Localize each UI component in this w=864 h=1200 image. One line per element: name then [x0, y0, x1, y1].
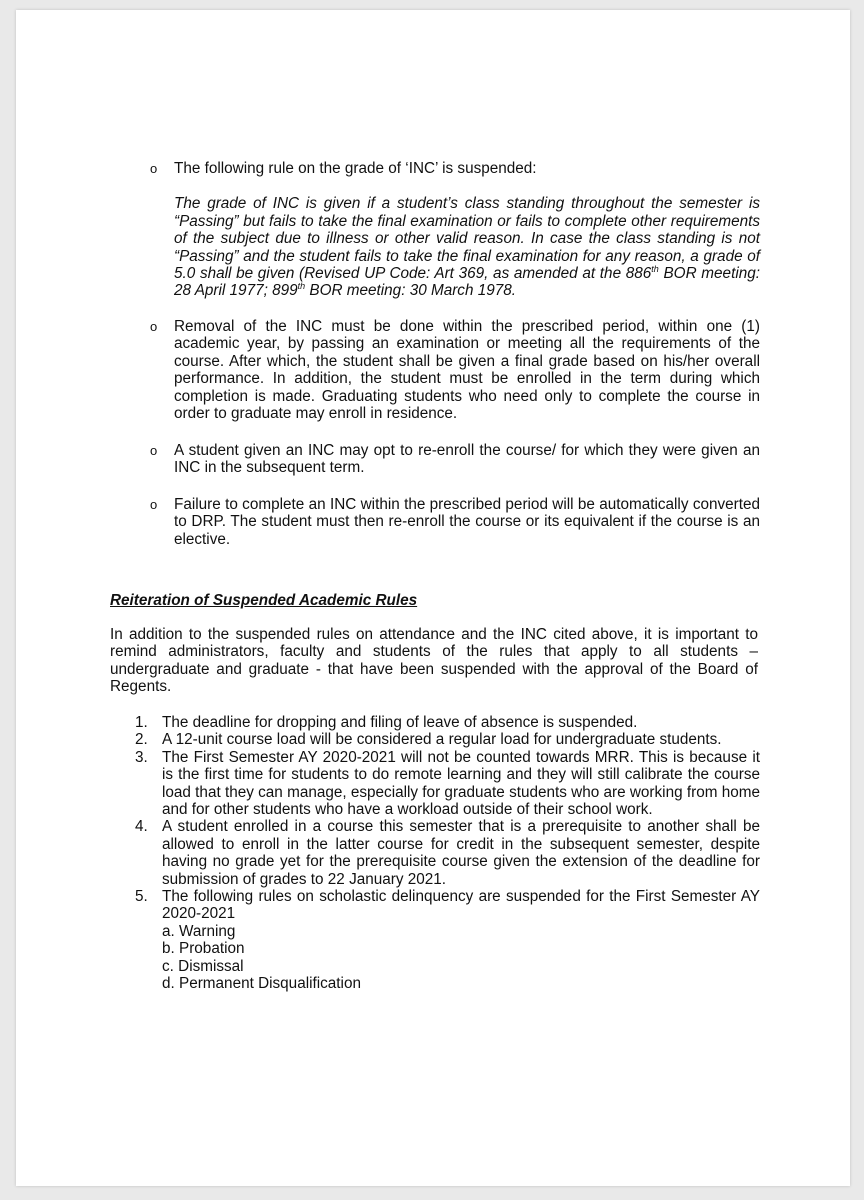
inc-rule-quote-part2: BOR meeting: 28 April 1977; 899	[174, 265, 760, 300]
list-item	[135, 731, 760, 749]
sup-ordinal-2: th	[297, 281, 306, 292]
inc-rule-quote-part1: The grade of INC is given if a student’s class standing throughout the semester is “Passing” but fails to take the final examination or fails to complete other requirements of the subject due to illness or other valid reason. In case the class standing is not “Passing” and the student fails to take the final examination for any reason, a grade of 5.0 shall be given (Revised UP Code: Art 369, as amended at the 886	[174, 195, 760, 283]
list-item-number: 2.	[135, 731, 148, 749]
bullet-inc-removal-text: Removal of the INC must be done within the prescribed period, within one (1) academic year, by passing an examination or meeting all the requirements of the course. After which, the student shall be given a final grade based on his/her overall performance. In addition, the student must be enrolled in the term during which completion is made. Graduating students who need only to complete the course in order to graduate may enroll in residence.	[174, 318, 760, 423]
inc-rule-quote	[174, 195, 760, 299]
delinquency-sublist	[162, 923, 760, 993]
bullet-marker: o	[150, 319, 158, 334]
bullet-inc-failure-text: Failure to complete an INC within the prescribed period will be automatically converted to DRP. The student must then re-enroll the course or its equivalent if the course is an elective.	[174, 496, 760, 548]
list-item	[135, 714, 760, 731]
section-heading: Reiteration of Suspended Academic Rules	[110, 592, 418, 609]
bullet-inc-removal	[150, 318, 760, 423]
sublist-item-permanent-disqualification: d. Permanent Disqualification	[162, 975, 361, 993]
bullet-inc-reenroll	[150, 442, 760, 477]
list-item	[135, 888, 760, 993]
list-item-number: 4.	[135, 818, 148, 836]
bullet-inc-rule-lead: The following rule on the grade of ‘INC’ is suspended:	[174, 160, 537, 177]
list-item-text: The First Semester AY 2020-2021 will not be counted towards MRR. This is because it is the first time for students to do remote learning and they will still calibrate the course load that they can manage, especially for graduate students who are working from home and for other students who have a workload outside of their school work.	[162, 748, 760, 819]
list-item-number: 1.	[135, 714, 148, 731]
bullet-marker: o	[150, 443, 158, 458]
bullet-inc-rule	[150, 160, 760, 300]
sublist-item-warning: a. Warning	[162, 922, 236, 940]
bullet-marker: o	[150, 497, 158, 512]
list-item-number: 3.	[135, 748, 148, 766]
document-page	[16, 10, 850, 1186]
sup-ordinal-1: th	[651, 263, 659, 274]
list-item-text: The following rules on scholastic delinquency are suspended for the First Semester AY 2020-2021	[162, 888, 760, 923]
suspended-rules-list	[135, 714, 760, 993]
bullet-marker: o	[150, 161, 158, 176]
section-intro: In addition to the suspended rules on attendance and the INC cited above, it is important to remind administrators, faculty and students of the rules that apply to all students – undergraduate and graduate - that have been suspended with the approval of the Board of Regents.	[110, 626, 758, 696]
list-item-number: 5.	[135, 888, 148, 906]
bullet-inc-reenroll-text: A student given an INC may opt to re-enroll the course/ for which they were given an INC in the subsequent term.	[174, 442, 760, 477]
sublist-item-probation: b. Probation	[162, 940, 245, 958]
list-item-text: A 12-unit course load will be considered a regular load for undergraduate students.	[162, 731, 722, 749]
list-item	[135, 818, 760, 888]
list-item-text: A student enrolled in a course this semester that is a prerequisite to another shall be allowed to enroll in the latter course for credit in the subsequent semester, despite having no grade yet for the prerequisite course given the extension of the deadline for submission of grades to 22 January 2021.	[162, 818, 760, 888]
bullet-inc-failure	[150, 496, 760, 548]
inc-rule-quote-part3: BOR meeting: 30 March 1978.	[305, 282, 516, 300]
list-item-text: The deadline for dropping and filing of leave of absence is suspended.	[162, 714, 638, 731]
sublist-item-dismissal: c. Dismissal	[162, 957, 244, 975]
list-item	[135, 748, 760, 819]
